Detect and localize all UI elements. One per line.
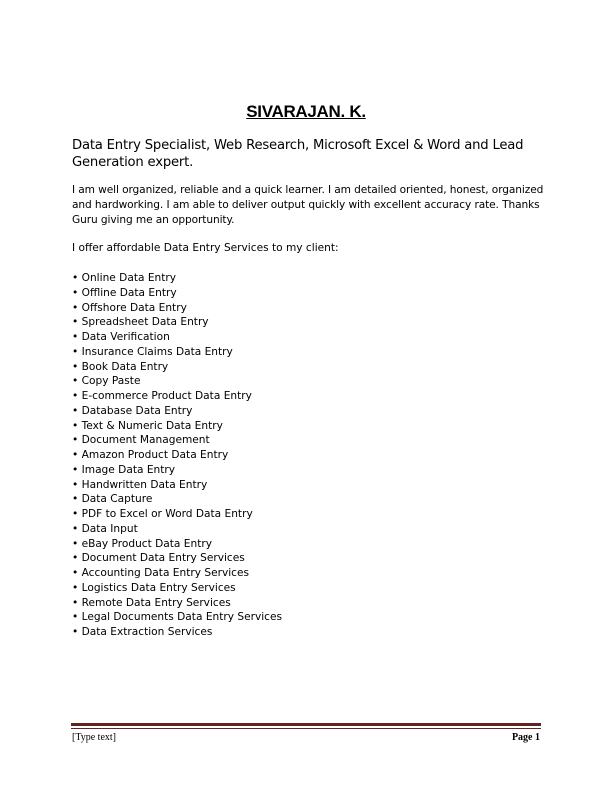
service-item: • Data Extraction Services (72, 625, 282, 640)
intro-paragraph: I am well organized, reliable and a quick learner. I am detailed oriented, honest, organized and hardworking. I am able to deliver output quickly with excellent accuracy rate. Thanks Guru giving me an opportunity. (72, 184, 544, 226)
service-item: • Offshore Data Entry (72, 301, 282, 316)
service-item: • Book Data Entry (72, 360, 282, 375)
service-item: • Data Input (72, 522, 282, 537)
page-number: Page 1 (511, 732, 540, 743)
service-item: • eBay Product Data Entry (72, 537, 282, 552)
service-item: • Online Data Entry (72, 271, 282, 286)
offer-paragraph: I offer affordable Data Entry Services to my client: (72, 242, 339, 254)
subtitle: Data Entry Specialist, Web Research, Microsoft Excel & Word and Lead Generation expert. (72, 138, 524, 170)
service-item: • Text & Numeric Data Entry (72, 419, 282, 434)
document-title: SIVARAJAN. K. (246, 102, 366, 121)
service-item: • Copy Paste (72, 374, 282, 389)
footer-placeholder: [Type text] (72, 732, 117, 743)
service-item: • Amazon Product Data Entry (72, 448, 282, 463)
service-item: • Data Verification (72, 330, 282, 345)
service-item: • PDF to Excel or Word Data Entry (72, 507, 282, 522)
service-item: • Spreadsheet Data Entry (72, 315, 282, 330)
service-item: • Image Data Entry (72, 463, 282, 478)
footer-rule-thin (71, 728, 541, 729)
footer-rule-thick (71, 723, 541, 726)
service-item: • Remote Data Entry Services (72, 596, 282, 611)
service-item: • E-commerce Product Data Entry (72, 389, 282, 404)
services-list (72, 271, 282, 640)
service-item: • Database Data Entry (72, 404, 282, 419)
service-item: • Legal Documents Data Entry Services (72, 610, 282, 625)
service-item: • Logistics Data Entry Services (72, 581, 282, 596)
service-item: • Handwritten Data Entry (72, 478, 282, 493)
service-item: • Offline Data Entry (72, 286, 282, 301)
service-item: • Document Data Entry Services (72, 551, 282, 566)
service-item: • Data Capture (72, 492, 282, 507)
service-item: • Document Management (72, 433, 282, 448)
service-item: • Insurance Claims Data Entry (72, 345, 282, 360)
service-item: • Accounting Data Entry Services (72, 566, 282, 581)
